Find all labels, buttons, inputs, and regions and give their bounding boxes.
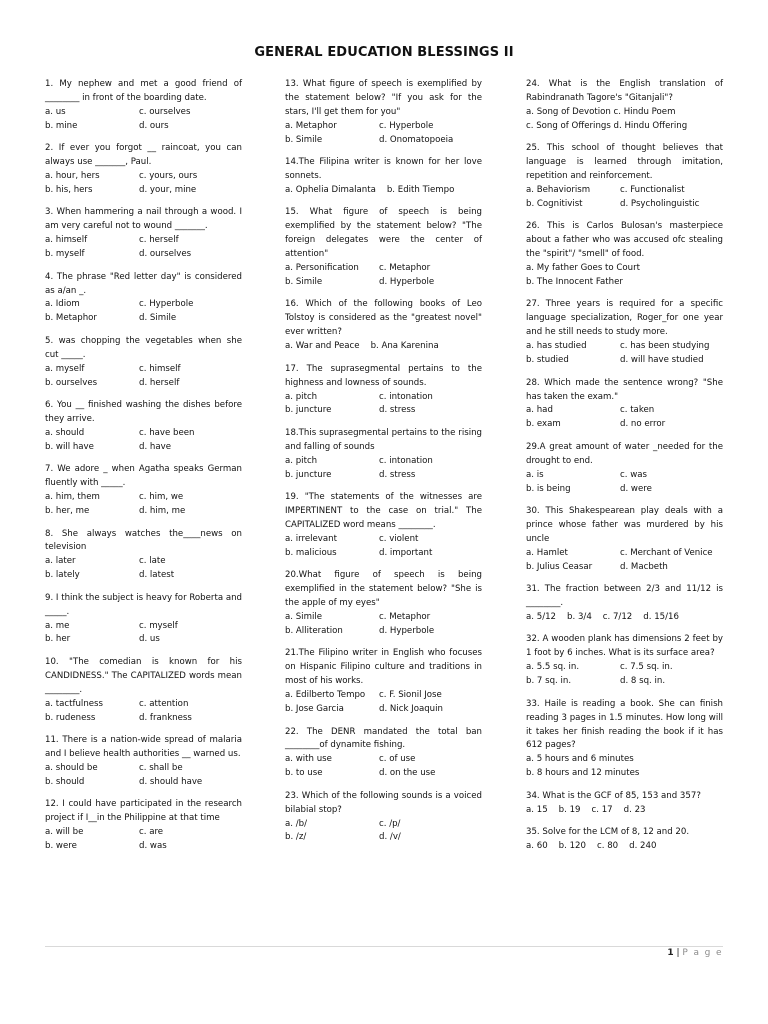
answer-option: b. exam	[526, 419, 561, 430]
question-stem: 27. Three years is required for a specific language specialization, Roger_for one year and he still needs to study more.	[526, 299, 723, 338]
options-row	[285, 831, 482, 845]
answer-option: b. 3/4	[567, 611, 592, 622]
options-row	[285, 689, 482, 703]
answer-option: b. Jose Garcia	[285, 704, 344, 714]
answer-option: c. Song of Offerings d. Hindu Offering	[526, 120, 688, 131]
question-stem: 19. "The statements of the witnesses are IMPERTINENT to the case on trial." The CAPITALIZED word means ________.	[285, 492, 482, 530]
question-stem: 24. What is the English translation of Rabindranath Tagore's "Gitanjali"?	[526, 79, 723, 103]
question-stem: 21.The Filipino writer in English who focuses on Hispanic Filipino culture and traditions in most of his works.	[285, 648, 482, 687]
answer-option: b. lately	[45, 570, 80, 581]
answer-option: b. Metaphor	[45, 313, 97, 324]
question-item	[45, 528, 242, 584]
answer-option: b. Julius Ceasar	[526, 561, 593, 572]
question-item	[45, 399, 242, 455]
answer-option: a. Personification	[285, 263, 359, 274]
options-row	[45, 120, 242, 134]
answer-option: c. has been studying	[620, 341, 710, 352]
options-row	[45, 776, 242, 790]
answer-option: d. was	[139, 841, 167, 852]
question-stem: 29.A great amount of water _needed for the drought to end.	[526, 441, 723, 466]
answer-option: a. should	[45, 427, 85, 438]
answer-option: c. shall be	[139, 762, 183, 773]
answer-option: d. stress	[379, 405, 416, 416]
question-stem: 4. The phrase "Red letter day" is considered as a/an _.	[45, 271, 242, 296]
options-row	[526, 547, 723, 561]
answer-option: c. yours, ours	[139, 171, 198, 182]
options-row	[45, 633, 242, 647]
options-row	[285, 469, 482, 483]
answer-option: d. 240	[629, 841, 657, 852]
answer-option: c. of use	[379, 754, 416, 765]
options-row	[526, 753, 723, 767]
options-row	[285, 184, 482, 198]
options-row	[45, 377, 242, 391]
answer-option: b. her	[45, 634, 71, 645]
options-row	[45, 712, 242, 726]
question-item	[285, 726, 482, 782]
answer-option: b. myself	[45, 249, 85, 260]
question-stem: 2. If ever you forgot __ raincoat, you can always use _______, Paul.	[45, 143, 242, 168]
question-item	[45, 656, 242, 726]
page-footer	[667, 948, 723, 958]
answer-option: c. attention	[139, 698, 189, 709]
answer-option: b. were	[45, 841, 77, 852]
answer-option: c. 80	[597, 841, 619, 852]
answer-option: a. My father Goes to Court	[526, 263, 641, 274]
answer-option: b. malicious	[285, 547, 337, 558]
options-row	[526, 354, 723, 368]
answer-option: d. Hyperbole	[379, 276, 435, 287]
question-item	[285, 790, 482, 846]
question-column-2	[285, 78, 482, 854]
question-item	[285, 491, 482, 561]
options-row	[285, 818, 482, 832]
options-row	[526, 418, 723, 432]
options-row	[526, 483, 723, 497]
answer-option: a. has studied	[526, 341, 587, 352]
question-item	[285, 78, 482, 148]
answer-option: b. Simile	[285, 134, 323, 145]
answer-option: a. Behaviorism	[526, 184, 591, 195]
answer-option: b. 120	[558, 841, 586, 852]
answer-option: c. Metaphor	[379, 611, 431, 622]
answer-option: d. 8 sq. in.	[620, 676, 666, 687]
answer-option: a. War and Peace	[285, 341, 360, 352]
question-item	[45, 206, 242, 262]
answer-option: a. us	[45, 106, 66, 117]
options-row	[285, 533, 482, 547]
question-stem: 1. My nephew and met a good friend of ________ in front of the boarding date.	[45, 79, 242, 103]
question-stem: 11. There is a nation-wide spread of malaria and I believe health authorities __ warned us.	[45, 735, 242, 759]
page-number: 1	[667, 948, 674, 958]
answer-option: b. mine	[45, 120, 78, 131]
question-item	[526, 298, 723, 368]
options-row	[285, 404, 482, 418]
question-item	[45, 142, 242, 198]
answer-option: c. have been	[139, 427, 195, 438]
answer-option: a. me	[45, 620, 70, 631]
question-stem: 34. What is the GCF of 85, 153 and 357?	[526, 790, 701, 801]
answer-option: d. were	[620, 483, 652, 494]
answer-option: c. herself	[139, 235, 179, 246]
options-row	[285, 340, 482, 354]
answer-option: b. juncture	[285, 469, 332, 480]
question-stem: 23. Which of the following sounds is a voiced bilabial stop?	[285, 790, 482, 815]
question-stem: 26. This is Carlos Bulosan's masterpiece about a father who was accused ofc stealing the "spirit"/ "smell" of food.	[526, 221, 723, 260]
answer-option: c. /p/	[379, 818, 401, 829]
options-row	[45, 298, 242, 312]
options-row	[45, 826, 242, 840]
answer-option: c. late	[139, 556, 166, 567]
answer-option: b. will have	[45, 441, 94, 452]
options-row	[45, 170, 242, 184]
answer-option: d. Hyperbole	[379, 625, 435, 636]
question-stem: 6. You __ finished washing the dishes before they arrive.	[45, 400, 242, 424]
question-stem: 25. This school of thought believes that language is learned through imitation, repetition and reinforcement.	[526, 143, 723, 182]
answer-option: d. Simile	[139, 313, 177, 324]
question-item	[45, 271, 242, 327]
answer-option: a. should be	[45, 762, 98, 773]
answer-option: d. Onomatopoeia	[379, 134, 454, 145]
answer-option: a. pitch	[285, 455, 318, 466]
options-row	[45, 248, 242, 262]
options-row	[526, 675, 723, 689]
options-row	[526, 184, 723, 198]
question-item	[45, 335, 242, 391]
page-title: GENERAL EDUCATION BLESSINGS II	[254, 45, 514, 60]
question-item	[526, 633, 723, 689]
answer-option: c. 7.5 sq. in.	[620, 662, 673, 673]
answer-option: c. Metaphor	[379, 263, 431, 274]
answer-option: d. important	[379, 547, 433, 558]
page-separator: |	[673, 948, 683, 958]
answer-option: a. 5/12	[526, 611, 557, 622]
answer-option: d. /v/	[379, 832, 401, 843]
options-row	[285, 703, 482, 717]
answer-option: c. taken	[620, 405, 655, 416]
answer-option: c. intonation	[379, 391, 433, 402]
question-item	[285, 569, 482, 639]
answer-option: a. Edilberto Tempo	[285, 690, 366, 701]
options-row	[526, 469, 723, 483]
answer-option: b. 7 sq. in.	[526, 676, 572, 687]
answer-option: d. us	[139, 634, 160, 645]
answer-option: d. your, mine	[139, 184, 197, 195]
answer-option: a. Hamlet	[526, 547, 568, 558]
question-stem: 15. What figure of speech is being exemplified by the statement below? "The foreign delegates were the center of attention"	[285, 207, 482, 260]
options-row	[285, 547, 482, 561]
answer-option: d. 23	[623, 804, 646, 815]
question-item	[526, 78, 723, 134]
answer-option: c. Hyperbole	[379, 120, 434, 131]
question-stem: 13. What figure of speech is exemplified by the statement below? "If you ask for the stars, I'll get them for you"	[285, 79, 482, 117]
answer-option: c. Functionalist	[620, 184, 685, 195]
answer-option: d. on the use	[379, 768, 436, 779]
options-row	[526, 767, 723, 781]
answer-option: c. ourselves	[139, 106, 191, 117]
page-label: P a g e	[682, 948, 723, 958]
question-stem: 3. When hammering a nail through a wood. I am very careful not to wound _______.	[45, 207, 242, 232]
question-item	[526, 220, 723, 290]
answer-option: d. him, me	[139, 506, 186, 517]
options-row	[526, 404, 723, 418]
question-item	[526, 505, 723, 575]
question-item	[526, 698, 723, 781]
answer-option: a. him, them	[45, 492, 100, 503]
answer-option: b. The Innocent Father	[526, 276, 623, 287]
answer-option: d. ourselves	[139, 249, 192, 260]
answer-option: c. him, we	[139, 492, 184, 503]
options-row	[526, 120, 723, 134]
answer-option: a. Simile	[285, 611, 323, 622]
answer-option: b. ourselves	[45, 377, 98, 388]
answer-option: c. Merchant of Venice	[620, 547, 713, 558]
answer-option: a. 5 hours and 6 minutes	[526, 754, 634, 765]
options-row	[45, 427, 242, 441]
answer-option: c. violent	[379, 533, 419, 544]
answer-option: b. Ana Karenina	[370, 341, 439, 352]
options-row	[45, 569, 242, 583]
question-item	[285, 298, 482, 354]
answer-option: a. hour, hers	[45, 171, 100, 182]
options-row	[45, 363, 242, 377]
options-row	[526, 262, 723, 276]
answer-option: a. 5.5 sq. in.	[526, 662, 580, 673]
options-row	[45, 505, 242, 519]
question-item	[526, 441, 723, 497]
answer-option: b. juncture	[285, 405, 332, 416]
answer-option: a. myself	[45, 363, 85, 374]
answer-option: a. himself	[45, 235, 88, 246]
options-row	[526, 611, 723, 625]
question-item	[45, 798, 242, 854]
question-item	[285, 363, 482, 419]
options-row	[45, 491, 242, 505]
options-row	[526, 804, 723, 818]
options-row	[285, 625, 482, 639]
options-row	[285, 611, 482, 625]
question-stem: 35. Solve for the LCM of 8, 12 and 20.	[526, 827, 690, 838]
options-row	[285, 262, 482, 276]
answer-option: c. himself	[139, 363, 181, 374]
answer-option: a. pitch	[285, 391, 318, 402]
answer-option: d. should have	[139, 776, 203, 787]
question-item	[285, 156, 482, 198]
answer-option: b. studied	[526, 355, 569, 366]
question-stem: 30. This Shakespearean play deals with a prince whose father was murdered by his uncle	[526, 506, 723, 544]
answer-option: b. rudeness	[45, 712, 96, 723]
question-item	[285, 427, 482, 483]
question-stem: 31. The fraction between 2/3 and 11/12 is ________.	[526, 584, 723, 609]
question-stem: 28. Which made the sentence wrong? "She has taken the exam."	[526, 377, 723, 402]
options-row	[45, 840, 242, 854]
answer-option: b. Simile	[285, 276, 323, 287]
answer-option: d. no error	[620, 419, 666, 430]
answer-option: b. should	[45, 776, 85, 787]
answer-option: d. will have studied	[620, 355, 704, 366]
answer-option: a. Song of Devotion c. Hindu Poem	[526, 106, 676, 117]
answer-option: a. with use	[285, 754, 332, 765]
question-stem: 22. The DENR mandated the total ban ________of dynamite fishing.	[285, 726, 482, 751]
question-stem: 16. Which of the following books of Leo Tolstoy is considered as the "greatest novel" ever written?	[285, 299, 482, 338]
answer-option: a. tactfulness	[45, 698, 104, 709]
question-stem: 32. A wooden plank has dimensions 2 feet by 1 foot by 6 inches. What is its surface area?	[526, 634, 723, 659]
question-stem: 7. We adore _ when Agatha speaks German fluently with _____.	[45, 464, 242, 489]
question-item	[285, 206, 482, 289]
answer-option: c. intonation	[379, 455, 433, 466]
answer-option: b. /z/	[285, 832, 307, 843]
options-row	[45, 106, 242, 120]
options-row	[526, 276, 723, 290]
answer-option: a. 15	[526, 804, 548, 815]
question-item	[45, 463, 242, 519]
question-stem: 12. I could have participated in the research project if I__in the Philippine at that time	[45, 799, 242, 824]
options-row	[285, 391, 482, 405]
question-item	[526, 826, 723, 854]
answer-option: c. was	[620, 469, 647, 480]
question-stem: 33. Haile is reading a book. She can finish reading 3 pages in 1.5 minutes. How long will it takes her finish reading the book if it has 612 pages?	[526, 698, 723, 751]
answer-option: b. 8 hours and 12 minutes	[526, 768, 640, 779]
question-stem: 14.The Filipina writer is known for her love sonnets.	[285, 157, 482, 182]
answer-option: a. 60	[526, 841, 548, 852]
answer-option: d. latest	[139, 570, 175, 581]
question-item	[526, 142, 723, 212]
options-row	[45, 555, 242, 569]
answer-option: a. Metaphor	[285, 120, 337, 131]
answer-option: b. Cognitivist	[526, 198, 583, 209]
answer-option: a. is	[526, 469, 544, 480]
answer-option: d. 15/16	[643, 611, 679, 622]
options-row	[526, 106, 723, 120]
question-item	[45, 78, 242, 134]
options-row	[285, 767, 482, 781]
options-row	[285, 120, 482, 134]
question-stem: 9. I think the subject is heavy for Roberta and _____.	[45, 592, 242, 617]
question-item	[526, 377, 723, 433]
answer-option: a. had	[526, 405, 553, 416]
answer-option: b. her, me	[45, 506, 90, 517]
answer-option: d. herself	[139, 377, 180, 388]
options-row	[45, 762, 242, 776]
answer-option: b. is being	[526, 483, 571, 494]
answer-option: b. Alliteration	[285, 625, 343, 636]
answer-option: a. Idiom	[45, 299, 80, 310]
question-column-3	[526, 78, 723, 863]
answer-option: c. 7/12	[602, 611, 633, 622]
options-row	[45, 234, 242, 248]
answer-option: a. later	[45, 556, 76, 567]
answer-option: c. 17	[591, 804, 613, 815]
answer-option: d. Psycholinguistic	[620, 198, 700, 209]
options-row	[45, 184, 242, 198]
question-stem: 17. The suprasegmental pertains to the highness and lowness of sounds.	[285, 363, 482, 388]
answer-option: a. /b/	[285, 818, 307, 829]
options-row	[526, 840, 723, 854]
question-item	[526, 583, 723, 625]
answer-option: d. frankness	[139, 712, 192, 723]
answer-option: b. 19	[558, 804, 581, 815]
answer-option: b. to use	[285, 768, 323, 779]
question-item	[45, 592, 242, 648]
answer-option: b. his, hers	[45, 184, 93, 195]
options-row	[45, 698, 242, 712]
options-row	[526, 340, 723, 354]
footer-divider	[45, 946, 723, 947]
answer-option: b. Edith Tiempo	[386, 184, 455, 195]
question-item	[45, 734, 242, 790]
answer-option: d. Nick Joaquin	[379, 704, 443, 714]
answer-option: d. stress	[379, 469, 416, 480]
answer-option: d. Macbeth	[620, 561, 668, 572]
answer-option: c. F. Sionil Jose	[379, 690, 442, 701]
options-row	[526, 198, 723, 212]
options-row	[45, 620, 242, 634]
options-row	[285, 134, 482, 148]
question-item	[526, 790, 723, 818]
options-row	[526, 661, 723, 675]
answer-option: a. Ophelia Dimalanta	[285, 184, 376, 195]
options-row	[526, 561, 723, 575]
question-stem: 10. "The comedian is known for his CANDIDNESS." The CAPITALIZED words mean ________.	[45, 656, 242, 695]
answer-option: c. Hyperbole	[139, 299, 194, 310]
answer-option: d. ours	[139, 120, 169, 131]
answer-option: a. will be	[45, 827, 84, 838]
options-row	[285, 276, 482, 290]
question-stem: 8. She always watches the____news on television	[45, 528, 242, 553]
options-row	[45, 441, 242, 455]
options-row	[45, 312, 242, 326]
options-row	[285, 753, 482, 767]
question-item	[285, 647, 482, 717]
question-column-1	[45, 78, 242, 863]
answer-option: d. have	[139, 441, 172, 452]
question-stem: 20.What figure of speech is being exemplified in the statement below? "She is the apple of my eyes"	[285, 570, 482, 609]
answer-option: c. are	[139, 827, 164, 838]
answer-option: c. myself	[139, 620, 178, 631]
question-stem: 5. was chopping the vegetables when she cut _____.	[45, 335, 242, 360]
options-row	[285, 455, 482, 469]
answer-option: a. irrelevant	[285, 533, 337, 544]
question-stem: 18.This suprasegmental pertains to the rising and falling of sounds	[285, 427, 482, 452]
